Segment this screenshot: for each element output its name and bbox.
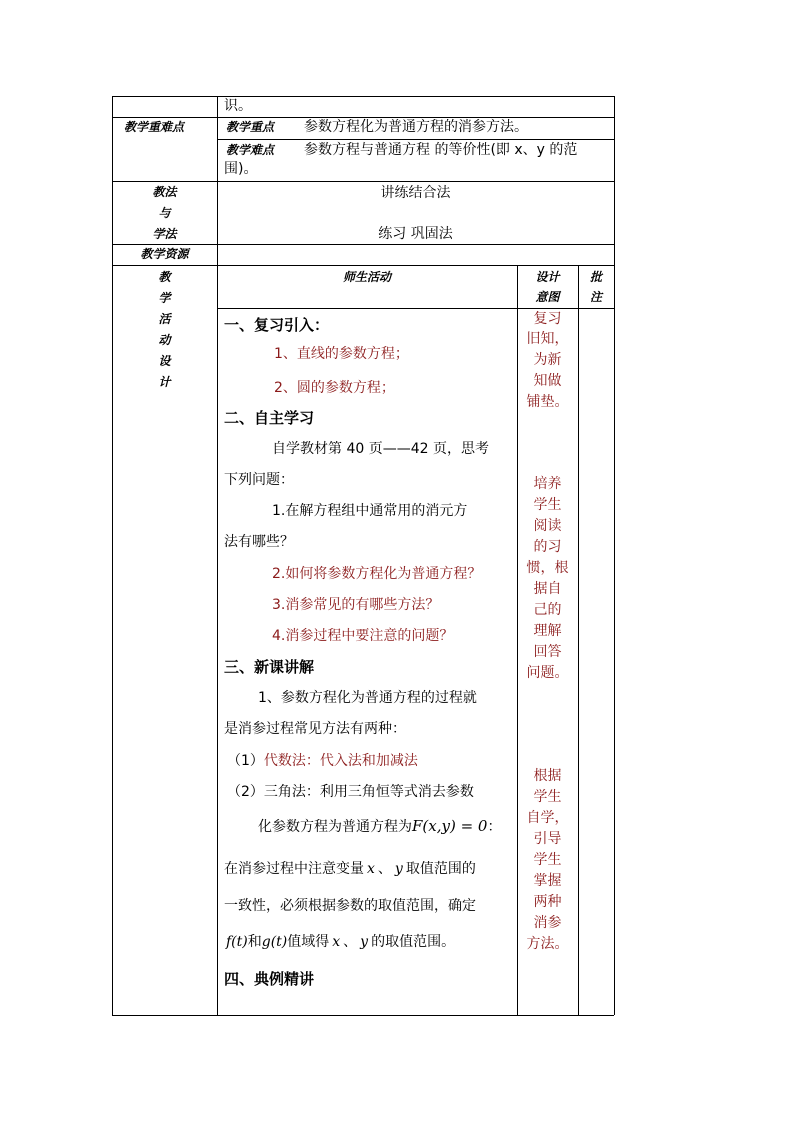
activity-label-char: 学 [158, 291, 171, 305]
intent-text: 自学， [526, 810, 569, 826]
intent-text: 问题。 [526, 665, 569, 681]
intent-text: 知做 [533, 373, 562, 389]
teacher-student-header: 师生活动 [342, 270, 391, 284]
key-point-label: 教学重点 [226, 120, 275, 134]
table-line [614, 96, 615, 1015]
table-line [112, 244, 614, 245]
question-item: 2.如何将参数方程化为普通方程？ [272, 566, 482, 582]
formula: F(x,y) = 0 [412, 817, 488, 835]
paragraph: 1、参数方程化为普通方程的过程就 [258, 690, 477, 706]
resources-label: 教学资源 [140, 247, 189, 261]
table-line [217, 308, 614, 309]
question-item: 1.在解方程组中通常用的消元方 [272, 503, 468, 519]
intent-text: 复习 [533, 311, 562, 327]
method-line [227, 784, 474, 801]
method-item: 练习 巩固法 [378, 226, 453, 242]
table-line [112, 265, 614, 266]
difficulty-label: 教学难点 [226, 143, 275, 157]
design-intent-header: 设计 [535, 270, 560, 284]
intent-text: 阅读 [533, 518, 562, 534]
paragraph [224, 861, 476, 878]
section-heading: 一、复习引入： [224, 316, 330, 334]
intent-text: 理解 [533, 623, 562, 639]
activity-label-char: 教 [158, 270, 171, 284]
paragraph: 自学教材第 40 页——42 页，思考 [272, 441, 489, 457]
intent-text: 回答 [533, 644, 562, 660]
methods-label: 与 [158, 206, 171, 220]
paragraph: 是消参过程常见方法有两种： [224, 721, 406, 737]
table-line [112, 1015, 614, 1016]
text-run: 的取值范围。 [371, 934, 456, 950]
intent-text: 的习 [533, 539, 562, 555]
var-y: y [394, 861, 403, 877]
intent-text: 引导 [533, 831, 562, 847]
intent-text: 惯，根 [526, 560, 569, 576]
activity-label-char: 设 [158, 354, 171, 368]
section-heading: 二、自主学习 [224, 409, 315, 427]
table-line [112, 117, 614, 118]
intent-text: 根据 [533, 768, 562, 784]
intent-text: 据自 [533, 581, 562, 597]
formula-lead: 化参数方程为普通方程为 [258, 819, 412, 835]
method-item: 讲练结合法 [380, 185, 451, 201]
paragraph: 下列问题： [224, 472, 294, 488]
var-y: y [360, 934, 369, 950]
continued-text: 识。 [224, 98, 252, 114]
text-run: 、 [343, 934, 358, 950]
method-text: 三角法：利用三角恒等式消去参数 [263, 784, 474, 800]
methods-label: 教法 [152, 185, 177, 199]
intent-text: 铺垫。 [526, 394, 569, 410]
text-run: 在消参过程中注意变量 [224, 861, 364, 877]
focus-label: 教学重难点 [124, 120, 185, 134]
intent-text: 方法。 [526, 936, 569, 952]
question-item: 法有哪些？ [224, 534, 294, 550]
section-heading: 三、新课讲解 [224, 658, 315, 676]
var-x: x [367, 861, 375, 877]
table-line [112, 181, 614, 182]
paragraph: 一致性，必须根据参数的取值范围，确定 [224, 898, 476, 914]
intent-text: 学生 [533, 789, 562, 805]
intent-text: 掌握 [533, 873, 562, 889]
question-item: 4.消参过程中要注意的问题？ [272, 628, 454, 644]
func-g: g(t) [261, 934, 288, 950]
intent-text: 消参 [533, 915, 562, 931]
section-heading: 四、典例精讲 [224, 970, 315, 988]
func-f: f(t) [226, 934, 248, 950]
table-line [112, 96, 614, 97]
table-line [217, 139, 614, 140]
difficulty-text-cont: 围)。 [224, 161, 258, 177]
text-run: 、 [377, 861, 392, 877]
activity-label-char: 计 [158, 375, 171, 389]
intent-text: 两种 [533, 894, 562, 910]
table-line [578, 265, 579, 1015]
text-run: 和 [247, 934, 262, 950]
key-point-text: 参数方程化为普通方程的消参方法。 [304, 119, 528, 135]
formula-tail: ： [487, 819, 502, 835]
text-run: 值域得 [287, 934, 330, 950]
activity-label-char: 动 [158, 333, 171, 347]
intent-text: 培养 [533, 476, 562, 492]
intent-text: 学生 [533, 852, 562, 868]
methods-label: 学法 [152, 227, 177, 241]
notes-header: 注 [589, 290, 602, 304]
paragraph [226, 934, 455, 951]
method-number: （1） [227, 753, 264, 769]
design-intent-header: 意图 [535, 290, 560, 304]
review-item: 1、直线的参数方程； [274, 346, 409, 362]
text-run: 取值范围的 [405, 861, 476, 877]
notes-header: 批 [589, 270, 602, 284]
method-text: 代数法：代入法和加减法 [263, 753, 418, 769]
review-item: 2、圆的参数方程； [274, 380, 395, 396]
formula-line [258, 817, 501, 836]
method-number: （2） [227, 784, 264, 800]
intent-text: 为新 [533, 352, 562, 368]
difficulty-text: 参数方程与普通方程 的等价性(即 x、y 的范 [304, 142, 578, 158]
activity-label-char: 活 [158, 312, 171, 326]
method-line [227, 753, 418, 770]
intent-text: 旧知， [526, 331, 569, 347]
var-x: x [332, 934, 341, 950]
question-item: 3.消参常见的有哪些方法？ [272, 597, 440, 613]
intent-text: 学生 [533, 497, 562, 513]
intent-text: 己的 [533, 602, 562, 618]
